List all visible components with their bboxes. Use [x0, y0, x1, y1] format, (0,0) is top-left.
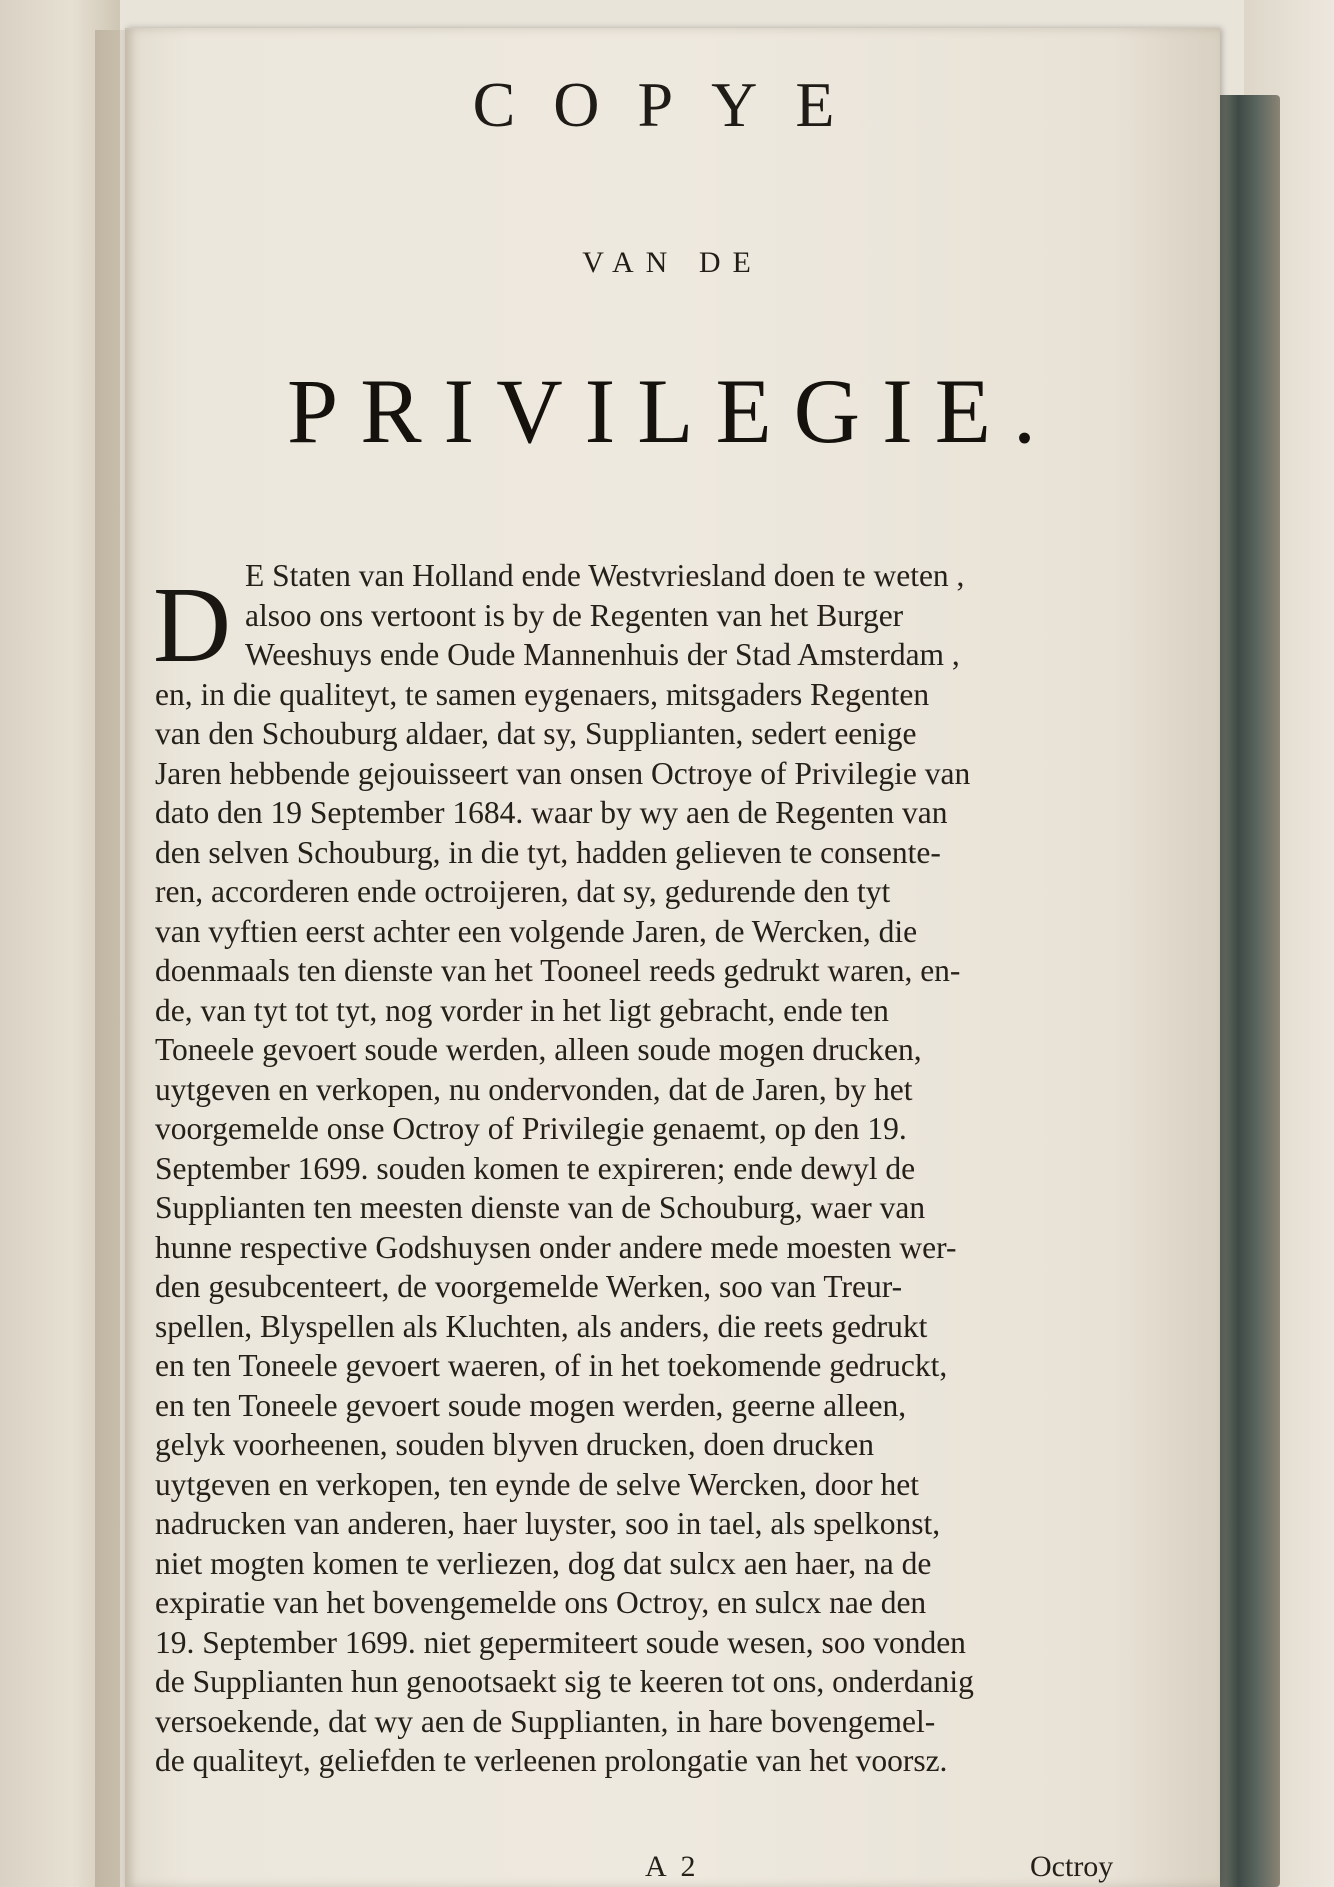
text-line: den gesubcenteert, de voorgemelde Werken, soo van Treur- — [155, 1269, 903, 1304]
text-line: Toneele gevoert soude werden, alleen soude mogen drucken, — [155, 1032, 922, 1067]
heading-copye: COPYE — [472, 69, 873, 140]
drop-cap: D — [153, 566, 231, 685]
text-line: doenmaals ten dienste van het Tooneel reeds gedrukt waren, en- — [155, 953, 961, 988]
signature-mark: A 2 — [645, 1850, 700, 1883]
text-line: nadrucken van anderen, haer luyster, soo in tael, als spelkonst, — [155, 1506, 941, 1541]
text-line: de qualiteyt, geliefden te verleenen prolongatie van het voorsz. — [155, 1743, 948, 1778]
text-line: Weeshuys ende Oude Mannenhuis der Stad Amsterdam , — [245, 637, 960, 672]
text-line: de, van tyt tot tyt, nog vorder in het ligt gebracht, ende ten — [155, 992, 889, 1028]
text-line: versoekende, dat wy aen de Supplianten, in hare bovengemel- — [155, 1703, 936, 1739]
text-line: E Staten van Holland ende Westvriesland doen te weten , — [245, 558, 965, 593]
text-line: dato den 19 September 1684. waar by wy aen de Regenten van — [155, 795, 948, 830]
heading-privilegie: PRIVILEGIE. — [287, 360, 1058, 462]
text-line: ren, accorderen ende octroijeren, dat sy, gedurende den tyt — [155, 874, 891, 909]
page-gutter-shadow — [95, 30, 135, 1887]
text-line: uytgeven en verkopen, nu ondervonden, dat de Jaren, by het — [155, 1071, 913, 1107]
catchword: Octroy — [1030, 1850, 1114, 1883]
text-line: hunne respective Godshuysen onder andere mede moesten wer- — [155, 1229, 957, 1265]
text-line: en, in die qualiteyt, te samen eygenaers, mitsgaders Regenten — [155, 676, 930, 712]
text-line: en ten Toneele gevoert waeren, of in het toekomende gedruckt, — [155, 1348, 948, 1383]
text-line: uytgeven en verkopen, ten eynde de selve Wercken, door het — [155, 1466, 919, 1502]
text-line: alsoo ons vertoont is by de Regenten van het Burger — [245, 597, 904, 633]
text-line: September 1699. souden komen te expireren; ende dewyl de — [155, 1150, 916, 1186]
text-line: gelyk voorheenen, souden blyven drucken, doen drucken — [155, 1427, 875, 1462]
text-line: Jaren hebbende gejouisseert van onsen Octroye of Privilegie van — [155, 755, 971, 791]
text-line: voorgemelde onse Octroy of Privilegie genaemt, op den 19. — [155, 1111, 907, 1146]
heading-van-de: VAN DE — [582, 246, 763, 279]
text-line: en ten Toneele gevoert soude mogen werden, geerne alleen, — [155, 1387, 907, 1423]
text-line: spellen, Blyspellen als Kluchten, als anders, die reets gedrukt — [155, 1308, 928, 1344]
text-line: niet mogten komen te verliezen, dog dat sulcx aen haer, na de — [155, 1545, 932, 1581]
text-line: 19. September 1699. niet gepermiteert soude wesen, soo vonden — [155, 1624, 966, 1660]
body-text — [155, 556, 1155, 1781]
text-line: den selven Schouburg, in die tyt, hadden gelieven te consente- — [155, 834, 941, 870]
text-line: van vyftien eerst achter een volgende Jaren, de Wercken, die — [155, 913, 918, 949]
text-line: de Supplianten hun genootsaekt sig te keeren tot ons, onderdanig — [155, 1664, 974, 1699]
text-line: Supplianten ten meesten dienste van de Schouburg, waer van — [155, 1190, 926, 1225]
text-line: expiratie van het bovengemelde ons Octroy, en sulcx nae den — [155, 1585, 927, 1620]
book-page — [125, 28, 1220, 1887]
text-line: van den Schouburg aldaer, dat sy, Supplianten, sedert eenige — [155, 716, 917, 751]
